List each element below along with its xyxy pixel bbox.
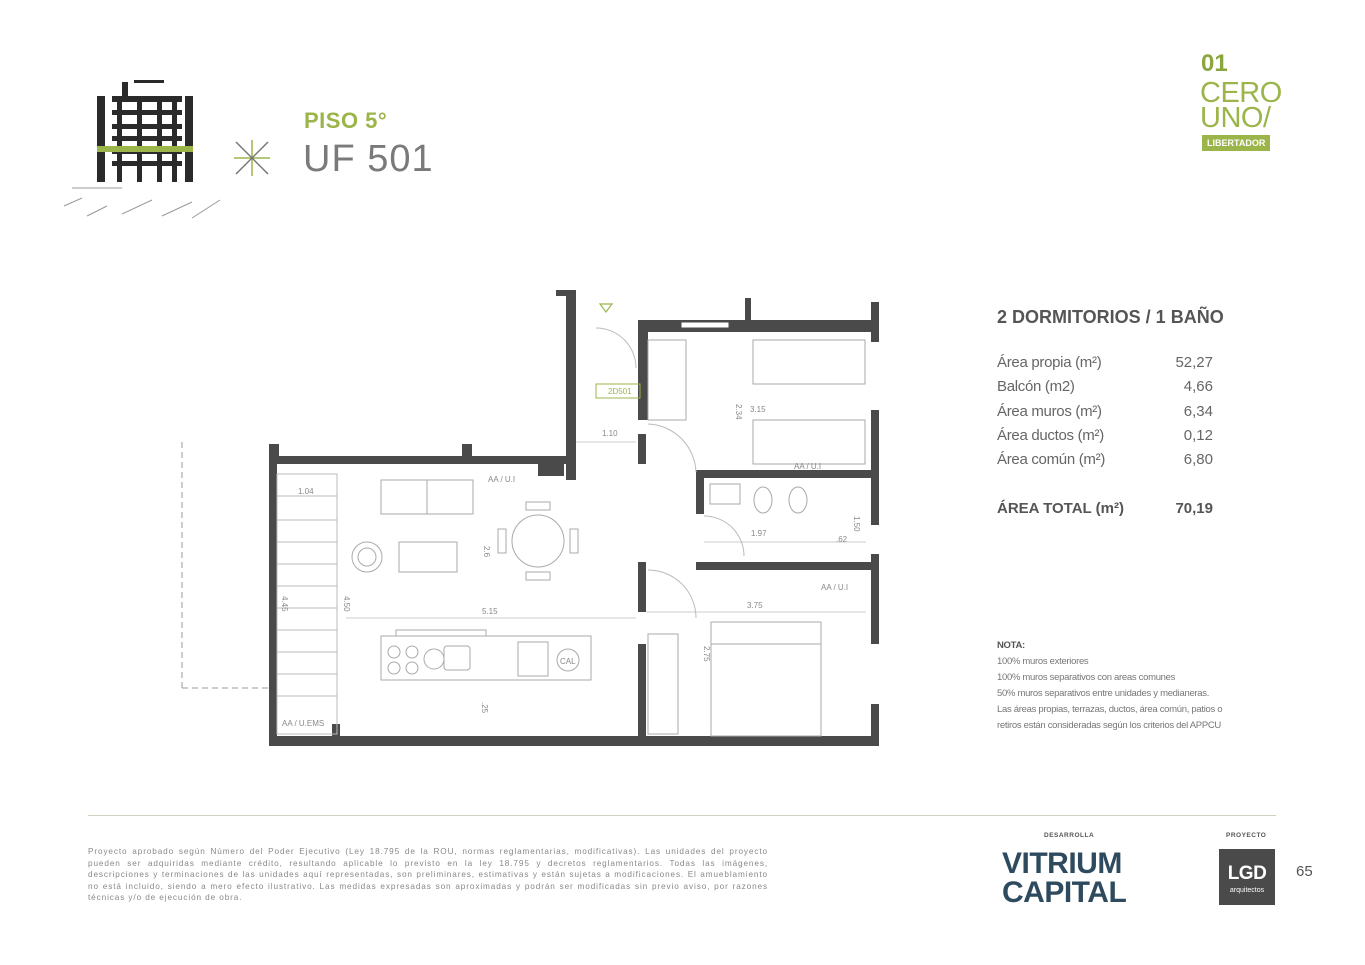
plan-walls <box>269 290 879 746</box>
total-area-value: 70,19 <box>1175 500 1213 517</box>
note-line: 100% muros separativos con areas comunes <box>997 672 1176 683</box>
plan-dimension-lines <box>346 442 866 618</box>
dim-label: 1.10 <box>602 429 618 438</box>
note-line: retiros están consideradas según los criterios del APPCU <box>997 720 1221 731</box>
dim-label: 1.50 <box>852 516 861 532</box>
notes-block <box>997 638 1297 734</box>
ac-label-bedroom2: AA / U.I <box>821 583 849 592</box>
vitrium-line: VITRIUM <box>1002 847 1122 880</box>
project-label: PROYECTO <box>1226 832 1267 839</box>
logo-badge: LIBERTADOR <box>1202 135 1270 151</box>
lgd-text: LGD <box>1227 863 1267 884</box>
total-area-label: ÁREA TOTAL (m²) <box>997 500 1124 517</box>
area-value: 6,34 <box>1183 402 1213 420</box>
area-label: Balcón (m2) <box>997 378 1075 396</box>
area-value: 0,12 <box>1183 426 1213 444</box>
plan-furniture <box>352 340 865 736</box>
dim-label: 3.75 <box>747 601 763 610</box>
area-label: Área muros (m²) <box>997 402 1102 420</box>
legal-disclaimer: Proyecto aprobado según Número del Poder Ejecutivo (Ley 18.795 de la ROU, normas reglamentarias, modificativas). Las unidades del proyecto pueden ser adquiridas mediante crédito, resultando aplicable lo previsto en la ley 18.795 y decretos reglamentarios. Todas las imágenes, descripciones y terminaciones de las unidades aquí representadas, son preliminares, estimativas y están sujetas a modificaciones. El amueblamiento no está incluido, siendo a mero efecto ilustrativo. Las medidas expresadas son aproximadas y podrán ser modificadas sin previo aviso, por razones técnicas y/o de ejecución de obra. <box>88 847 768 902</box>
dim-label: 1.97 <box>751 529 767 538</box>
area-label: Área propia (m²) <box>997 354 1102 371</box>
total-area-row <box>997 500 1217 520</box>
ac-label-living: AA / U.I <box>488 475 516 484</box>
developer-label: DESARROLLA <box>1044 832 1095 839</box>
logo-number: 01 <box>1201 50 1228 77</box>
area-row <box>997 427 1217 451</box>
page-number: 65 <box>1296 863 1313 880</box>
plan-windows <box>681 322 729 328</box>
cero-uno-logo <box>1200 50 1290 155</box>
area-value: 4,66 <box>1183 378 1213 396</box>
floor-plan-drawing <box>176 284 886 754</box>
area-row <box>997 403 1217 427</box>
dim-label: 4.45 <box>280 596 289 612</box>
floor-label: PISO 5° <box>304 108 388 133</box>
note-line: 100% muros exteriores <box>997 656 1089 667</box>
unit-label: UF 501 <box>303 138 434 180</box>
dim-label: 1.04 <box>298 487 314 496</box>
plan-terrace-outline <box>182 442 269 688</box>
area-row <box>997 354 1217 378</box>
capital-line: CAPITAL <box>1002 876 1127 909</box>
dim-label: .62 <box>836 535 848 544</box>
dim-label: 2.34 <box>734 404 743 420</box>
building-elevation-thumbnail <box>62 76 232 224</box>
lgd-subtext: arquitectos <box>1229 887 1265 894</box>
note-line: Las áreas propias, terrazas, ductos, área común, patios o <box>997 704 1223 715</box>
dim-label: .25 <box>480 702 489 714</box>
area-value: 6,80 <box>1183 451 1213 469</box>
area-table <box>997 354 1217 475</box>
dim-label: 4.50 <box>342 596 351 612</box>
ac-label-balcony: AA / U.EMS <box>282 719 325 728</box>
notes-title: NOTA: <box>997 640 1025 651</box>
area-label: Área ductos (m²) <box>997 426 1104 444</box>
area-value: 52,27 <box>1175 354 1213 371</box>
dim-label: 5.15 <box>482 607 498 616</box>
dim-label: 2.6 <box>482 546 491 558</box>
area-label: Área común (m²) <box>997 451 1106 469</box>
logo-line-uno: UNO/ <box>1200 102 1271 134</box>
unit-summary-title: 2 DORMITORIOS / 1 BAÑO <box>997 307 1224 327</box>
vitrium-capital-logo <box>1002 849 1126 907</box>
dim-label: 2.75 <box>702 646 711 662</box>
footer-divider <box>88 815 1276 816</box>
entry-marker-icon <box>600 304 612 312</box>
entry-tag-label: 2D501 <box>608 387 632 396</box>
calefon-label: CAL <box>560 657 576 666</box>
lgd-arquitectos-logo <box>1219 849 1275 905</box>
area-row <box>997 451 1217 475</box>
area-row <box>997 378 1217 402</box>
dim-label: 3.15 <box>750 405 766 414</box>
ac-label-bedroom1: AA / U.I <box>794 462 822 471</box>
compass-rose-icon <box>228 134 276 182</box>
note-line: 50% muros separativos entre unidades y medianeras. <box>997 688 1210 699</box>
logo-line-cero: CERO <box>1200 77 1282 109</box>
